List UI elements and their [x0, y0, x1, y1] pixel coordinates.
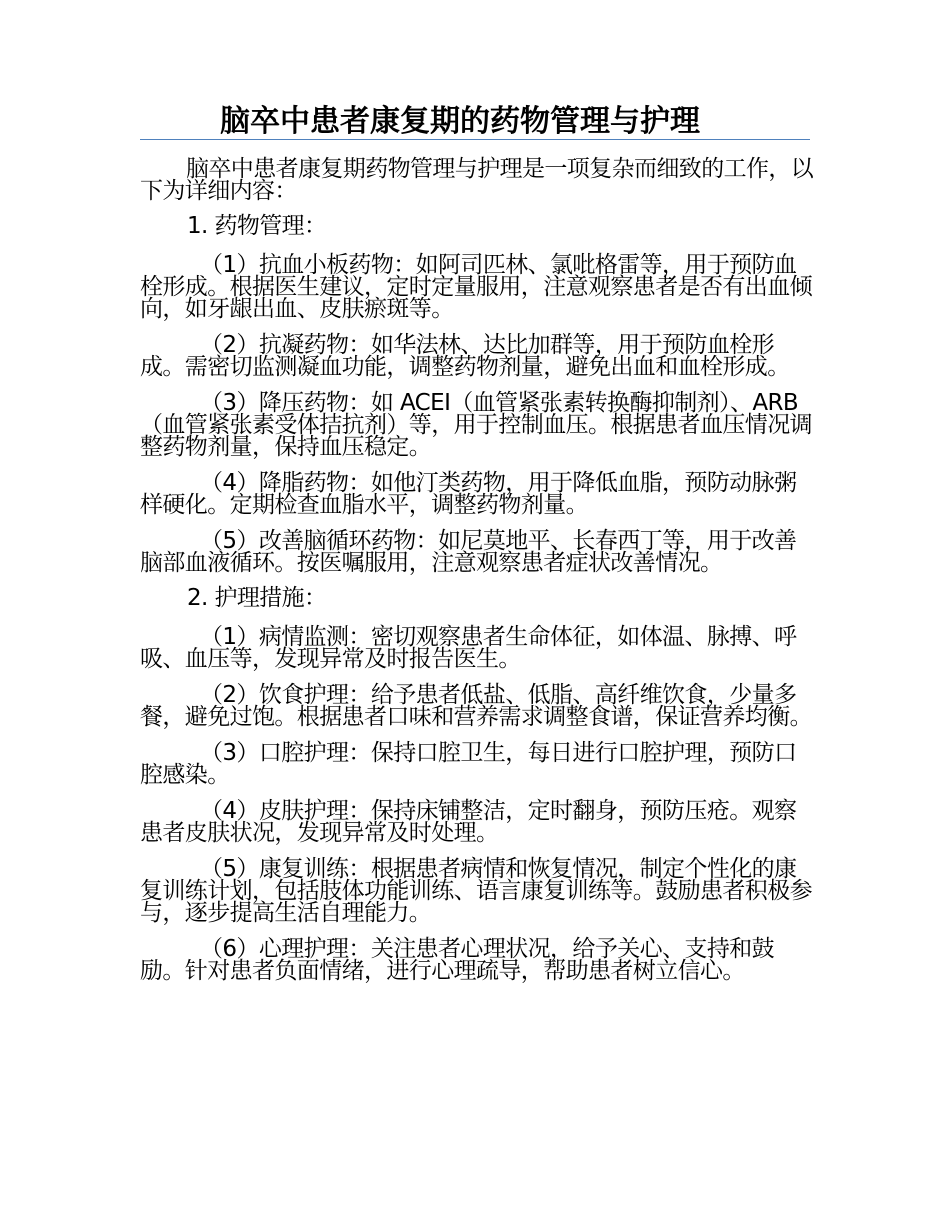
section-heading-medication: 1. 药物管理：	[187, 213, 327, 239]
medication-item-lipid-lowering: （4）降脂药物：如他汀类药物，用于降低血脂，预防动脉粥样硬化。定期检查血脂水平，调整药物剂量。	[140, 470, 797, 518]
medication-item-anticoagulant: （2）抗凝药物：如华法林、达比加群等，用于预防血栓形成。需密切监测凝血功能，调整药物剂量，避免出血和血栓形成。	[140, 332, 790, 380]
nursing-item-monitoring: （1）病情监测：密切观察患者生命体征，如体温、脉搏、呼吸、血压等，发现异常及时报告医生。	[140, 624, 797, 672]
medication-item-antihypertensive: （3）降压药物：如 ACEI（血管紧张素转换酶抑制剂）、ARB（血管紧张素受体拮抗剂）等，用于控制血压。根据患者血压情况调整药物剂量，保持血压稳定。	[140, 390, 813, 460]
title-underline	[140, 139, 810, 140]
nursing-item-skin-care: （4）皮肤护理：保持床铺整洁，定时翻身，预防压疮。观察患者皮肤状况，发现异常及时处理。	[140, 798, 797, 846]
section-heading-nursing: 2. 护理措施：	[187, 585, 327, 611]
nursing-item-rehabilitation: （5）康复训练：根据患者病情和恢复情况，制定个性化的康复训练计划，包括肢体功能训练、语言康复训练等。鼓励患者积极参与，逐步提高生活自理能力。	[140, 856, 813, 926]
medication-item-cerebral-circulation: （5）改善脑循环药物：如尼莫地平、长春西丁等，用于改善脑部血液循环。按医嘱服用，注意观察患者症状改善情况。	[140, 528, 797, 576]
nursing-item-diet: （2）饮食护理：给予患者低盐、低脂、高纤维饮食，少量多餐，避免过饱。根据患者口味和营养需求调整食谱，保证营养均衡。	[140, 682, 813, 730]
document-title: 脑卒中患者康复期的药物管理与护理	[220, 104, 700, 139]
document-body	[140, 158, 815, 982]
nursing-item-psychological: （6）心理护理：关注患者心理状况，给予关心、支持和鼓励。针对患者负面情绪，进行心理疏导，帮助患者树立信心。	[140, 936, 775, 984]
intro-paragraph: 脑卒中患者康复期药物管理与护理是一项复杂而细致的工作，以下为详细内容：	[140, 156, 814, 204]
nursing-item-oral-care: （3）口腔护理：保持口腔卫生，每日进行口腔护理，预防口腔感染。	[140, 740, 797, 788]
medication-item-antiplatelet: （1）抗血小板药物：如阿司匹林、氯吡格雷等，用于预防血栓形成。根据医生建议，定时定量服用，注意观察患者是否有出血倾向，如牙龈出血、皮肤瘀斑等。	[140, 252, 813, 322]
